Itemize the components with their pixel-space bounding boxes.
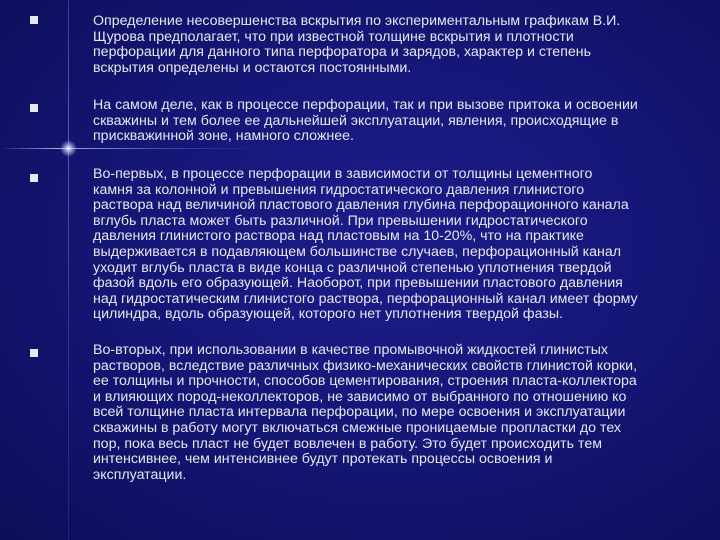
bullet-paragraph-1: Определение несовершенства вскрытия по экспериментальным графикам В.И. Щурова предполагает, что при известной толщине вскрытия и плотности перфорации для данного типа перфоратора и зарядов, характер и степень вскрытия определены и остаются постоянными. xyxy=(93,13,621,76)
decorative-horizontal-line xyxy=(0,148,260,149)
square-bullet-icon xyxy=(30,16,38,24)
square-bullet-icon xyxy=(30,349,38,357)
bullet-paragraph-2: На самом деле, как в процессе перфорации, так и при вызове притока и освоении скважины и тем более ее дальнейшей эксплуатации, явления, происходящие в прискважинной зоне, намного сложнее. xyxy=(93,97,638,145)
decorative-vertical-line xyxy=(68,0,69,540)
bullet-paragraph-3: Во-первых, в процессе перфорации в зависимости от толщины цементного камня за колонной и превышения гидростатического давления глинистого раствора над величиной пластового давления глубина перфорационного канала вглубь пласта может быть различной. При превышении гидростатического давления глинистого раствора над пластовым на 10-20%, что на практике выдерживается в подавляющем большинстве случаев, перфорационный канал уходит вглубь пласта в виде конца с различной степенью уплотнения твердой фазой вдоль его образующей. Наоборот, при превышении пластового давления над гидростатическим глинистого раствора, перфорационный канал имеет форму цилиндра, вдоль образующей, которого нет уплотнения твердой фазы. xyxy=(93,166,638,323)
square-bullet-icon xyxy=(30,174,38,182)
light-flare-icon xyxy=(60,140,77,157)
bullet-paragraph-4: Во-вторых, при использовании в качестве промывочной жидкостей глинистых растворов, вследствие различных физико-механических свойств глинистой корки, ее толщины и прочности, способов цементирования, строения пласта-коллектора и влияющих пород-неколлекторов, не зависимо от выбранного по отношению ко всей толщине пласта интервала перфорации, по мере освоения и эксплуатации скважины в работу могут включаться смежные проницаемые пропластки до тех пор, пока весь пласт не будет вовлечен в работу. Это будет происходить тем интенсивнее, чем интенсивнее будут протекать процессы освоения и эксплуатации. xyxy=(93,342,638,483)
square-bullet-icon xyxy=(30,104,38,112)
